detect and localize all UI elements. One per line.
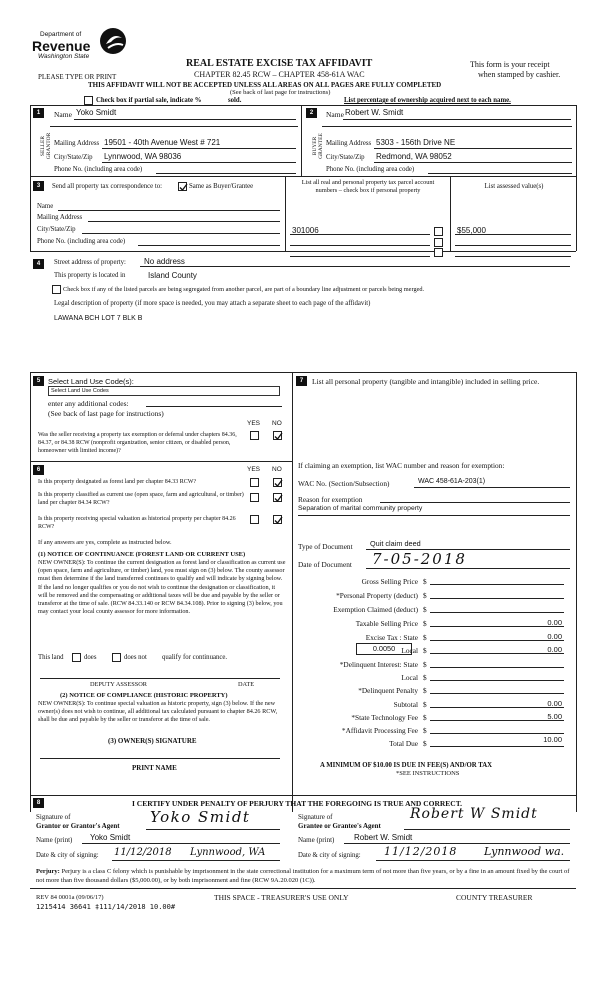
tech-fee-dollar: $ bbox=[423, 713, 427, 722]
gross-dollar: $ bbox=[423, 577, 427, 586]
buyer-city-label: City/State/Zip bbox=[326, 154, 365, 161]
parcel-number-1: 301006 bbox=[292, 226, 319, 235]
check-icon bbox=[179, 183, 188, 192]
same-as-buyer-checkbox[interactable] bbox=[178, 182, 187, 191]
doc-type: Quit claim deed bbox=[370, 539, 421, 548]
total-due-amount: 10.00 bbox=[543, 735, 562, 744]
check-icon bbox=[274, 516, 283, 525]
check-icon bbox=[274, 432, 283, 441]
s6-q1-no-checkbox[interactable] bbox=[273, 478, 282, 487]
excise-state-label: Excise Tax : State bbox=[365, 633, 418, 642]
buyer-mailing: 5303 - 156th Drive NE bbox=[376, 138, 456, 147]
affidavit-fee-label: *Affidavit Processing Fee bbox=[341, 726, 418, 735]
taxable-dollar: $ bbox=[423, 619, 427, 628]
assessed-header: List assessed value(s) bbox=[484, 183, 544, 190]
parcel-1-personal-checkbox[interactable] bbox=[434, 227, 443, 236]
buyer-city: Redmond, WA 98052 bbox=[376, 152, 452, 161]
does-not-label: does not bbox=[124, 654, 147, 661]
print-name-label: PRINT NAME bbox=[132, 764, 177, 772]
county: Island County bbox=[148, 271, 197, 280]
section-1-badge: 1 bbox=[33, 108, 44, 118]
delinquent-local-dollar: $ bbox=[423, 673, 427, 682]
s6-question-3: Is this property receiving special valuation as historical property per chapter 84.26 RCW? bbox=[38, 516, 236, 530]
parcel-3-personal-checkbox[interactable] bbox=[434, 248, 443, 257]
buyer-name-label: Name bbox=[326, 110, 344, 119]
exemption-dollar: $ bbox=[423, 605, 427, 614]
grantee-sig-label-2: Grantee or Grantee's Agent bbox=[298, 822, 381, 830]
assessed-value-1: $55,000 bbox=[457, 226, 486, 235]
segregated-checkbox[interactable] bbox=[52, 285, 61, 294]
s5-q1-yes-checkbox[interactable] bbox=[250, 431, 259, 440]
additional-codes-label: enter any additional codes: bbox=[48, 399, 129, 408]
section-3-badge: 3 bbox=[33, 181, 44, 191]
dept-line1: Department of bbox=[40, 31, 82, 38]
delinquent-penalty-label: *Delinquent Penalty bbox=[358, 686, 418, 695]
partial-sale-checkbox[interactable] bbox=[84, 96, 93, 105]
land-use-select[interactable]: Select Land Use Codes bbox=[48, 386, 280, 396]
local-dollar: $ bbox=[423, 646, 427, 655]
receipt-stamp: 1215414 36641 ‡111/14/2018 10.00# bbox=[36, 903, 176, 911]
seller-city-label: City/State/Zip bbox=[54, 154, 93, 161]
see-back-note: (See back of last page for instructions) bbox=[230, 89, 331, 96]
s5-q1-no-checkbox[interactable] bbox=[273, 431, 282, 440]
s3-name-label: Name bbox=[37, 203, 54, 210]
check-icon bbox=[274, 494, 283, 503]
personal-dollar: $ bbox=[423, 591, 427, 600]
this-land-label: This land bbox=[38, 654, 64, 661]
reason: Separation of marital community property bbox=[298, 505, 423, 512]
seller-mailing: 19501 - 40th Avenue West # 721 bbox=[104, 138, 221, 147]
personal-property-label: List all personal property (tangible and intangible) included in selling price. bbox=[312, 377, 540, 386]
perjury-notice bbox=[36, 868, 572, 885]
does-checkbox[interactable] bbox=[72, 653, 81, 662]
parcel-header-2: numbers – check box if personal property bbox=[315, 187, 421, 194]
excise-state-amount: 0.00 bbox=[547, 632, 562, 641]
section-7-badge: 7 bbox=[296, 376, 307, 386]
section-4-badge: 4 bbox=[33, 259, 44, 269]
s5-yes-header: YES bbox=[247, 420, 261, 427]
s6-question-1: Is this property designated as forest land per chapter 84.33 RCW? bbox=[38, 479, 197, 485]
owner-signature-label: (3) OWNER(S) SIGNATURE bbox=[108, 737, 197, 745]
s3-city-label: City/State/Zip bbox=[37, 226, 76, 233]
local-amount: 0.00 bbox=[547, 645, 562, 654]
delinquent-local-label: Local bbox=[401, 673, 418, 682]
s6-q3-yes-checkbox[interactable] bbox=[250, 515, 259, 524]
located-label: This property is located in bbox=[54, 272, 126, 279]
deputy-date-label: DATE bbox=[238, 681, 255, 688]
seller-phone-label: Phone No. (including area code) bbox=[54, 166, 143, 173]
delinquent-state-dollar: $ bbox=[423, 660, 427, 669]
delinquent-interest-label: *Delinquent Interest: State bbox=[339, 660, 418, 669]
not-accepted-notice: THIS AFFIDAVIT WILL NOT BE ACCEPTED UNLESS ALL AREAS ON ALL PAGES ARE FULLY COMPLETED bbox=[88, 81, 442, 89]
grantor-sig-label-1: Signature of bbox=[36, 813, 71, 821]
buyer-phone-label: Phone No. (including area code) bbox=[326, 166, 415, 173]
minimum-due-note: A MINIMUM OF $10.00 IS DUE IN FEE(S) AND/OR TAX bbox=[320, 762, 493, 769]
s6-q3-no-checkbox[interactable] bbox=[273, 515, 282, 524]
grantor-signature: Yoko Smidt bbox=[150, 808, 251, 826]
does-not-checkbox[interactable] bbox=[112, 653, 121, 662]
subtotal-amount: 0.00 bbox=[547, 699, 562, 708]
personal-deduct-label: *Personal Property (deduct) bbox=[336, 591, 418, 600]
notice-continuance-title: (1) NOTICE OF CONTINUANCE (FOREST LAND OR CURRENT USE) bbox=[38, 551, 246, 558]
grantor-date: 11/12/2018 bbox=[114, 847, 172, 858]
taxable-amount: 0.00 bbox=[547, 618, 562, 627]
street-address: No address bbox=[144, 257, 185, 266]
wac-number: WAC 458-61A-203(1) bbox=[418, 478, 486, 485]
please-type: PLEASE TYPE OR PRINT bbox=[38, 73, 117, 81]
grantor-name-print: Yoko Smidt bbox=[90, 833, 131, 842]
send-correspondence-label: Send all property tax correspondence to: bbox=[52, 183, 163, 190]
land-use-label: Select Land Use Code(s): bbox=[48, 377, 134, 386]
grantee-date-label: Date & city of signing: bbox=[298, 852, 361, 859]
parcel-2-personal-checkbox[interactable] bbox=[434, 238, 443, 247]
affidavit-fee-dollar: $ bbox=[423, 726, 427, 735]
exemption-label: If claiming an exemption, list WAC number and reason for exemption: bbox=[298, 461, 505, 470]
s6-no-header: NO bbox=[272, 466, 282, 473]
buyer-name: Robert W. Smidt bbox=[345, 108, 404, 117]
dept-line3: Washington State bbox=[38, 53, 90, 60]
legal-description-label: Legal description of property (if more space is needed, you may attach a separate sheet to each page of the affidavit) bbox=[54, 300, 371, 307]
s5-see-back: (See back of last page for instructions) bbox=[48, 409, 164, 418]
s5-no-header: NO bbox=[272, 420, 282, 427]
total-dollar: $ bbox=[423, 739, 427, 748]
section-5-badge: 5 bbox=[33, 376, 44, 386]
penalty-dollar: $ bbox=[423, 686, 427, 695]
s6-yes-header: YES bbox=[247, 466, 261, 473]
local-rate-box[interactable]: 0.0050 bbox=[356, 643, 412, 655]
seller-side-label: SELLER GRANTOR bbox=[40, 132, 52, 160]
s6-q1-yes-checkbox[interactable] bbox=[250, 478, 259, 487]
local-label: Local bbox=[401, 646, 418, 655]
legal-description: LAWANA BCH LOT 7 BLK B bbox=[54, 315, 143, 322]
doc-type-label: Type of Document bbox=[298, 542, 353, 551]
if-any-yes: If any answers are yes, complete as instructed below. bbox=[38, 539, 172, 546]
notice-compliance-title: (2) NOTICE OF COMPLIANCE (HISTORIC PROPERTY) bbox=[60, 692, 228, 699]
gross-label: Gross Selling Price bbox=[361, 577, 418, 586]
notice-continuance-text: NEW OWNER(S): To continue the current designation as forest land or classification as current use (open space, farm and agriculture, or timber) land, you must sign on (3) below. The county assessor must then determine if the land transferred continues to qualify and will indicate by signing below. If the land no longer qualifies or you do not wish to continue the designation or classification, it will be removed and the compensating or additional taxes will be due and payable by the seller or transferor at the time of sale. (RCW 84.33.140 or RCW 84.34.108). Prior to signing (3) below, you may contact your local county assessor for more information. bbox=[38, 559, 286, 616]
qualify-label: qualify for continuance. bbox=[162, 654, 228, 661]
s5-question-1: Was the seller receiving a property tax exemption or deferral under chapters 84.36, 84.37, or 84.38 RCW (nonprofit organization, senior citizen, or disabled person, homeowner with limited income)? bbox=[38, 432, 237, 454]
grantee-sig-label-1: Signature of bbox=[298, 813, 333, 821]
buyer-side-label: BUYER GRANTEE bbox=[312, 133, 324, 159]
notice-compliance-text: NEW OWNER(S): To continue special valuation as historic property, sign (3) below. If the new owner(s) does not wish to continue, all additional tax calculated pursuant to chapter 84.26 RCW, shall be due and payable by the seller or transferor at the time of sale. bbox=[38, 700, 278, 724]
grantor-name-label: Name (print) bbox=[36, 836, 73, 844]
subtotal-label: Subtotal bbox=[393, 700, 418, 709]
parcel-header-1: List all real and personal property tax parcel account bbox=[301, 179, 435, 186]
tech-fee-amount: 5.00 bbox=[547, 712, 562, 721]
county-treasurer-label: COUNTY TREASURER bbox=[456, 893, 533, 902]
taxable-label: Taxable Selling Price bbox=[355, 619, 418, 628]
form-title: REAL ESTATE EXCISE TAX AFFIDAVIT bbox=[186, 58, 373, 69]
deputy-assessor-label: DEPUTY ASSESSOR bbox=[90, 681, 147, 688]
treasurer-space-label: THIS SPACE - TREASURER'S USE ONLY bbox=[214, 893, 349, 902]
grantor-date-label: Date & city of signing: bbox=[36, 852, 99, 859]
dor-logo bbox=[32, 26, 132, 62]
receipt-note-2: when stamped by cashier. bbox=[478, 70, 561, 79]
perjury-label: Perjury: bbox=[36, 868, 60, 875]
doc-date: 7-05-2018 bbox=[372, 550, 467, 568]
excise-state-dollar: $ bbox=[423, 633, 427, 642]
partial-sale-label: Check box if partial sale, indicate % bbox=[96, 97, 202, 104]
grantor-sig-label-2: Grantor or Grantor's Agent bbox=[36, 822, 120, 830]
s6-question-2: Is this property classified as current use (open space, farm and agricultural, or timber) land per chapter 84.34 RCW? bbox=[38, 492, 244, 506]
perjury-text: Perjury is a class C felony which is punishable by imprisonment in the state correctional institution for a maximum term of not more than five years, or by a fine in an amount fixed by the court of not more than five thousand dollars ($5,000.00), or by both imprisonment and fine (RCW 9A.20.020 (1C)). bbox=[36, 868, 570, 884]
seller-name-label: Name bbox=[54, 110, 72, 119]
see-instructions-note: *SEE INSTRUCTIONS bbox=[396, 770, 460, 777]
grantee-name-label: Name (print) bbox=[298, 836, 335, 844]
total-due-label: Total Due bbox=[389, 739, 418, 748]
grantee-name-print: Robert W. Smidt bbox=[354, 833, 413, 842]
dept-line2: Revenue bbox=[32, 38, 91, 54]
s6-q2-no-checkbox[interactable] bbox=[273, 493, 282, 502]
s3-mailing-label: Mailing Address bbox=[37, 214, 83, 221]
section-2-badge: 2 bbox=[306, 108, 317, 118]
same-as-buyer-label: Same as Buyer/Grantee bbox=[189, 183, 254, 190]
chapter-line: CHAPTER 82.45 RCW – CHAPTER 458-61A WAC bbox=[194, 70, 365, 79]
section-6-badge: 6 bbox=[33, 465, 44, 475]
doc-date-label: Date of Document bbox=[298, 560, 352, 569]
grantee-city: Lynnwood wa. bbox=[484, 845, 565, 858]
reason-label: Reason for exemption bbox=[298, 495, 363, 504]
certify-statement: I CERTIFY UNDER PENALTY OF PERJURY THAT THE FOREGOING IS TRUE AND CORRECT. bbox=[132, 799, 463, 808]
grantor-city: Lynnwood, WA bbox=[190, 847, 266, 858]
sold-label: sold. bbox=[228, 97, 242, 104]
subtotal-dollar: $ bbox=[423, 700, 427, 709]
does-label: does bbox=[84, 654, 97, 661]
receipt-note-1: This form is your receipt bbox=[470, 60, 550, 69]
section-8-badge: 8 bbox=[33, 798, 44, 808]
rev-number: REV 84 0001a (09/06/17) bbox=[36, 894, 104, 901]
seller-name: Yoko Smidt bbox=[76, 108, 117, 117]
grantee-signature: Robert W Smidt bbox=[410, 806, 538, 822]
dor-logo-icon bbox=[98, 26, 128, 56]
segregated-label: Check box if any of the listed parcels are being segregated from another parcel, are part of a boundary line adjustment or parcels being merged. bbox=[63, 286, 425, 293]
tech-fee-label: *State Technology Fee bbox=[351, 713, 418, 722]
s6-q2-yes-checkbox[interactable] bbox=[250, 493, 259, 502]
seller-city: Lynnwood, WA 98036 bbox=[104, 152, 182, 161]
buyer-mailing-label: Mailing Address bbox=[326, 140, 372, 147]
street-label: Street address of property: bbox=[54, 259, 126, 266]
ownership-note: List percentage of ownership acquired next to each name. bbox=[344, 97, 511, 104]
exemption-claimed-label: Exemption Claimed (deduct) bbox=[333, 605, 418, 614]
wac-label: WAC No. (Section/Subsection) bbox=[298, 479, 390, 488]
grantee-date: 11/12/2018 bbox=[384, 845, 458, 858]
seller-mailing-label: Mailing Address bbox=[54, 140, 100, 147]
check-icon bbox=[274, 479, 283, 488]
s3-phone-label: Phone No. (including area code) bbox=[37, 238, 126, 245]
